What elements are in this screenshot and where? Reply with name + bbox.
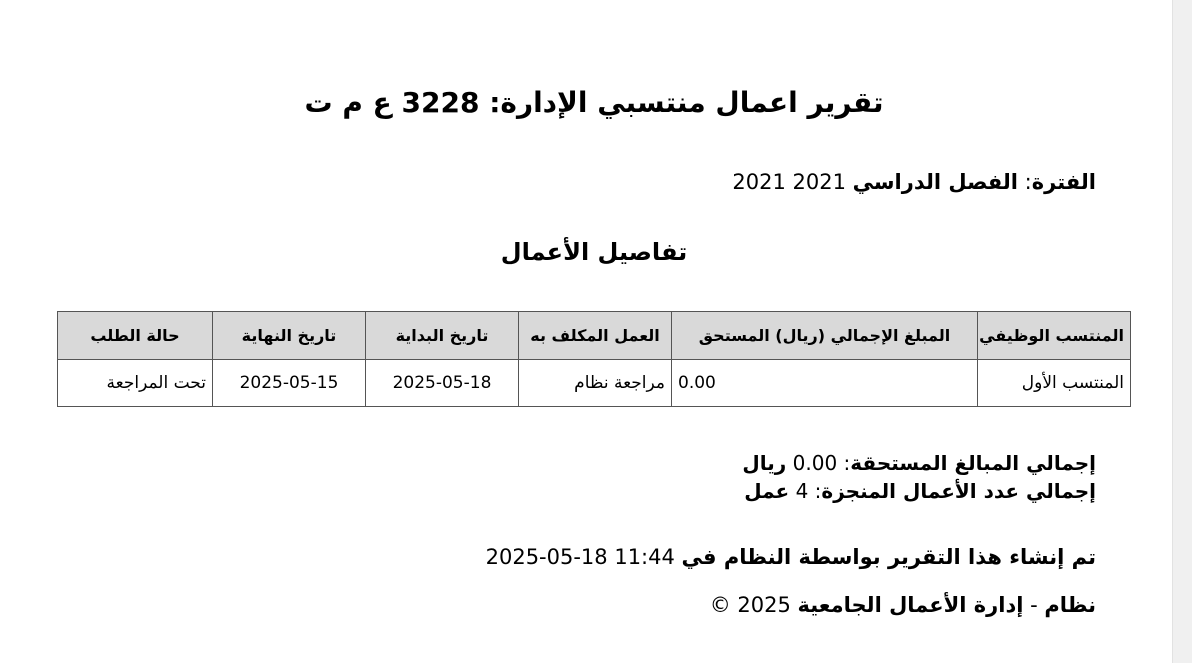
cell-end-date: 2025-05-15 [213, 360, 366, 407]
header-amount: المبلغ الإجمالي (ريال) المستحق [672, 312, 978, 360]
report-title-suffix: ع م ت [304, 86, 392, 119]
summary-count-value: 4 [795, 479, 809, 503]
summary-total-value: 0.00 [792, 451, 838, 475]
period-year-from: 2021 [732, 170, 786, 194]
summary-count-label: إجمالي عدد الأعمال المنجزة [821, 479, 1096, 503]
summary-total-label: إجمالي المبالغ المستحقة [850, 451, 1096, 475]
period-value: الفصل الدراسي [852, 170, 1018, 194]
header-start-date: تاريخ البداية [366, 312, 519, 360]
summary-total-currency: ريال [742, 451, 787, 475]
header-employee: المنتسب الوظيفي [978, 312, 1131, 360]
report-title-number: 3228 [401, 86, 480, 119]
report-period: الفترة: الفصل الدراسي 2021 2021 [732, 170, 1096, 194]
table-row [58, 360, 1131, 407]
cell-amount: 0.00 [672, 360, 978, 407]
section-title: تفاصيل الأعمال [500, 238, 688, 266]
header-end-date: تاريخ النهاية [213, 312, 366, 360]
header-task: العمل المكلف به [519, 312, 672, 360]
footer-dash: - [1030, 593, 1038, 617]
header-status: حالة الطلب [58, 312, 213, 360]
summary-total: إجمالي المبالغ المستحقة: 0.00 ريال [742, 451, 1096, 475]
cell-start-date: 2025-05-18 [366, 360, 519, 407]
cell-status: تحت المراجعة [58, 360, 213, 407]
report-table [57, 311, 1131, 407]
generated-datetime: 2025-05-18 11:44 [485, 545, 675, 569]
report-title-label: تقرير اعمال منتسبي الإدارة [500, 86, 884, 119]
generated-label: تم إنشاء هذا التقرير بواسطة النظام في [681, 545, 1096, 569]
summary-count: إجمالي عدد الأعمال المنجزة: 4 عمل [744, 479, 1096, 503]
vertical-scrollbar[interactable] [1172, 0, 1192, 663]
summary-count-unit: عمل [744, 479, 790, 503]
period-year-to: 2021 [792, 170, 846, 194]
footer-copyright: © 2025 [709, 593, 791, 617]
report-title: تقرير اعمال منتسبي الإدارة: 3228 ع م ت [304, 86, 884, 119]
cell-employee: المنتسب الأول [978, 360, 1131, 407]
cell-task: مراجعة نظام [519, 360, 672, 407]
footer-name: إدارة الأعمال الجامعية [797, 593, 1024, 617]
footer-org: نظام [1044, 593, 1096, 617]
footer [710, 593, 1096, 617]
period-label: الفترة [1031, 170, 1096, 194]
generated-note [486, 545, 1096, 569]
table-header-row [58, 312, 1131, 360]
